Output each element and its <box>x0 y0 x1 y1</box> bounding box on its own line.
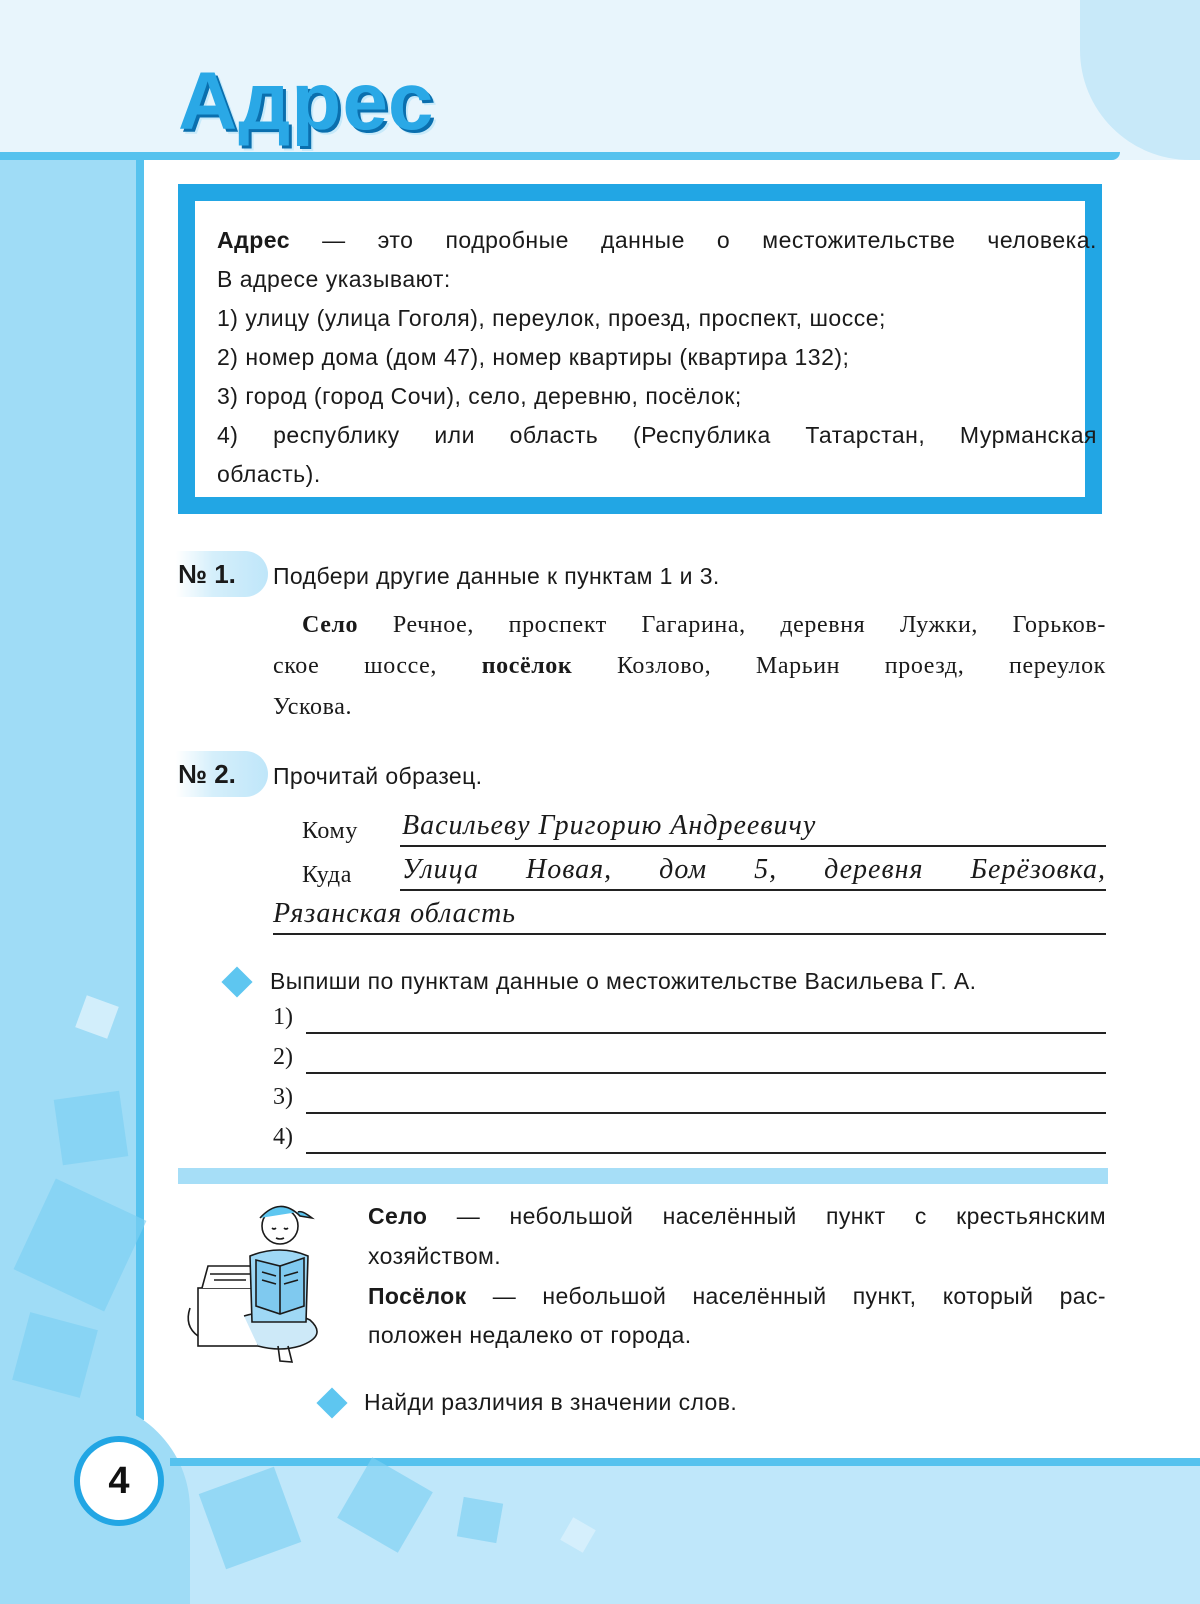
word: 5, <box>754 854 778 885</box>
glossary-posyolok-line-2: положен недалеко от города. <box>368 1322 692 1348</box>
task-1-text-line-3: Ускова. <box>273 694 353 720</box>
where-value-line-1 <box>402 854 1106 886</box>
word: рас- <box>1059 1283 1106 1309</box>
word: шоссе, <box>364 653 438 679</box>
word: Новая, <box>525 854 613 885</box>
word: пункт <box>826 1203 886 1229</box>
definition-item-4-end: область). <box>217 461 321 487</box>
decor-square <box>457 1497 503 1543</box>
word: данные <box>600 227 685 253</box>
word: населённый <box>662 1203 797 1229</box>
answer-label-3: 3) <box>273 1084 293 1110</box>
word: подробные <box>445 227 569 253</box>
definition-item-4 <box>217 422 1097 449</box>
word: Гагарина, <box>641 612 746 638</box>
word: Марьин <box>755 653 841 679</box>
word: Улица <box>402 854 479 885</box>
definition-line-1 <box>217 227 1097 254</box>
word: деревня <box>780 612 866 638</box>
word: Лужки, <box>899 612 978 638</box>
word: республику <box>273 422 400 448</box>
task-2-exercise: Выпиши по пунктам данные о местожительстве Васильева Г. А. <box>270 968 977 994</box>
word: небольшой <box>542 1283 667 1309</box>
word: область <box>509 422 599 448</box>
word: Горьков- <box>1012 612 1106 638</box>
task-1-prompt: Подбери другие данные к пунктам 1 и 3. <box>273 563 720 589</box>
answer-label-4: 4) <box>273 1124 293 1150</box>
word: переулок <box>1009 653 1106 679</box>
answer-label-1: 1) <box>273 1004 293 1030</box>
word: это <box>377 227 414 253</box>
boy-reading-illustration <box>180 1196 350 1366</box>
definition-item-2: 2) номер дома (дом 47), номер квартиры (квартира 132); <box>217 344 850 370</box>
definition-line-2: В адресе указывают: <box>217 266 451 292</box>
task-1-number: № 1. <box>176 551 268 597</box>
word: пункт, <box>852 1283 917 1309</box>
definition-box <box>178 184 1102 514</box>
word: ское <box>273 653 320 679</box>
where-underline-1 <box>400 889 1106 891</box>
to-label: Кому <box>302 818 358 844</box>
where-value-line-2: Рязанская область <box>273 898 517 929</box>
word: человека. <box>987 227 1097 253</box>
word: с <box>914 1203 927 1229</box>
to-underline <box>400 845 1106 847</box>
word: Берёзовка, <box>970 854 1106 885</box>
word: деревня <box>824 854 924 885</box>
decor-square <box>54 1091 129 1166</box>
glossary-exercise: Найди различия в значении слов. <box>364 1389 738 1415</box>
top-frame-border <box>0 152 1120 160</box>
glossary-term: Село <box>368 1203 428 1229</box>
section-divider <box>178 1168 1108 1184</box>
word: Татарстан, <box>805 422 926 448</box>
word: проспект <box>508 612 607 638</box>
word: (Республика <box>632 422 771 448</box>
task-2-prompt: Прочитай образец. <box>273 763 483 789</box>
task-1-text-line-1 <box>302 612 1106 639</box>
answer-line-4[interactable] <box>306 1152 1106 1154</box>
bold-word: Село <box>302 612 359 638</box>
word: крестьянским <box>956 1203 1106 1229</box>
answer-line-2[interactable] <box>306 1072 1106 1074</box>
bottom-frame-border <box>170 1458 1200 1466</box>
bullet-diamond-icon <box>316 1387 347 1418</box>
glossary-posyolok-line-1 <box>368 1283 1106 1310</box>
word: который <box>942 1283 1034 1309</box>
answer-label-2: 2) <box>273 1044 293 1070</box>
word: населённый <box>692 1283 827 1309</box>
word: Козлово, <box>617 653 712 679</box>
answer-line-1[interactable] <box>306 1032 1106 1034</box>
definition-item-3: 3) город (город Сочи), село, деревню, посёлок; <box>217 383 742 409</box>
bullet-diamond-icon <box>221 966 252 997</box>
word: — <box>492 1283 517 1309</box>
where-underline-2 <box>273 933 1106 935</box>
word: — <box>456 1203 481 1229</box>
page-title: Адрес <box>178 56 435 147</box>
word: о <box>716 227 731 253</box>
word: небольшой <box>509 1203 634 1229</box>
bold-word: посёлок <box>481 653 573 679</box>
glossary-term: Посёлок <box>368 1283 467 1309</box>
word: — <box>322 227 346 253</box>
word: проезд, <box>884 653 965 679</box>
word: Мурманская <box>959 422 1097 448</box>
page-number: 4 <box>108 1460 130 1502</box>
word: местожительстве <box>762 227 956 253</box>
definition-term: Адрес <box>217 227 291 253</box>
task-2-number: № 2. <box>176 751 268 797</box>
to-value: Васильеву Григорию Андреевичу <box>402 810 817 841</box>
glossary-selo-line-2: хозяйством. <box>368 1243 502 1269</box>
task-1-text-line-2 <box>273 653 1106 680</box>
word: 4) <box>217 422 239 448</box>
definition-item-1: 1) улицу (улица Гоголя), переулок, проезд, проспект, шоссе; <box>217 305 886 331</box>
word: или <box>434 422 475 448</box>
where-label: Куда <box>302 862 352 888</box>
answer-line-3[interactable] <box>306 1112 1106 1114</box>
word: Речное, <box>392 612 474 638</box>
glossary-selo-line-1 <box>368 1203 1106 1230</box>
word: дом <box>659 854 708 885</box>
